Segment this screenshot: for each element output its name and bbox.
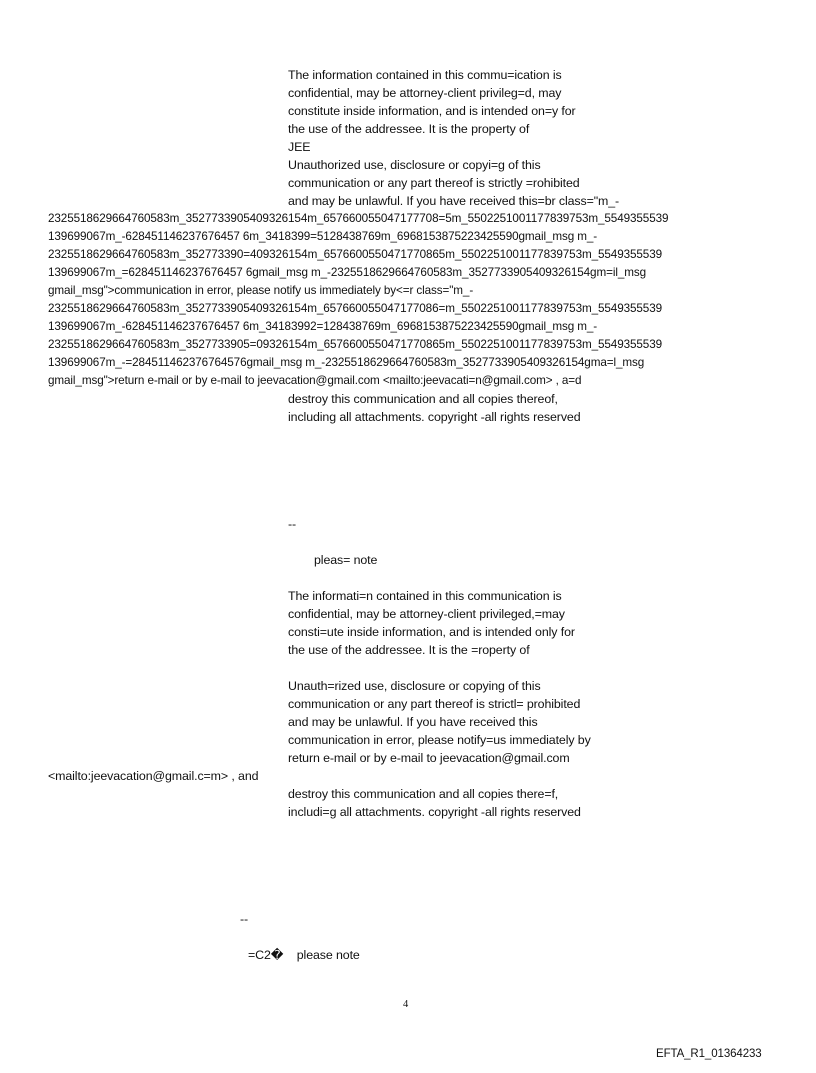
text-line: Unauthorized use, disclosure or copyi=g of this [288, 158, 541, 172]
text-line: 2325518629664760583m_3527733905409326154m_657660055047177708=5m_5502251001177839753m_5549355539 [48, 212, 669, 225]
text-line: destroy this communication and all copies there=f, [288, 787, 559, 801]
text-line: 2325518629664760583m_352773390=409326154m_6576600550471770865m_5502251001177839753m_5549355539 [48, 248, 663, 261]
text-line: including all attachments. copyright -all rights reserved [288, 410, 581, 424]
document-id: EFTA_R1_01364233 [656, 1048, 762, 1060]
text-line: Unauth=rized use, disclosure or copying of this [288, 679, 541, 693]
note-line: pleas= note [314, 553, 378, 567]
text-line: return e-mail or by e-mail to jeevacation@gmail.com [288, 751, 570, 765]
text-line: destroy this communication and all copies thereof, [288, 392, 558, 406]
page-number: 4 [403, 999, 409, 1010]
text-line: communication or any part thereof is strictl= prohibited [288, 697, 581, 711]
text-line: confidential, may be attorney-client privileged,=may [288, 607, 565, 621]
text-line: 2325518629664760583m_3527733905409326154m_657660055047177086=m_5502251001177839753m_5549355539 [48, 302, 663, 315]
text-line: includi=g all attachments. copyright -all rights reserved [288, 805, 581, 819]
text-line: communication or any part thereof is strictly =rohibited [288, 176, 580, 190]
text-line: The informati=n contained in this communication is [288, 589, 562, 603]
text-line: 2325518629664760583m_3527733905=09326154m_6576600550471770865m_5502251001177839753m_5549355539 [48, 338, 663, 351]
separator: -- [288, 517, 297, 531]
separator: -- [240, 912, 249, 926]
text-line: consti=ute inside information, and is intended only for [288, 625, 575, 639]
text-line: communication in error, please notify=us immediately by [288, 733, 591, 747]
text-line: confidential, may be attorney-client privileg=d, may [288, 86, 562, 100]
text-line: the use of the addressee. It is the property of [288, 122, 530, 136]
text-line: and may be unlawful. If you have received this [288, 715, 538, 729]
note-line: =C2� please note [248, 948, 360, 962]
text-line: constitute inside information, and is intended on=y for [288, 104, 576, 118]
text-line: 139699067m_-=284511462376764576gmail_msg m_-2325518629664760583m_3527733905409326154gma=l_msg [48, 356, 645, 369]
text-line: 139699067m_-628451146237676457 6m_34183992=128438769m_6968153875223425590gmail_msg m_- [48, 320, 598, 333]
mailto-line: <mailto:jeevacation@gmail.c=m> , and [48, 769, 259, 783]
text-line: gmail_msg">communication in error, please notify us immediately by<=r class="m_- [48, 284, 474, 297]
text-line: the use of the addressee. It is the =roperty of [288, 643, 530, 657]
text-line: 139699067m_=628451146237676457 6gmail_msg m_-2325518629664760583m_3527733905409326154gm=il_msg [48, 266, 646, 279]
text-line: 139699067m_-628451146237676457 6m_3418399=5128438769m_6968153875223425590gmail_msg m_- [48, 230, 598, 243]
text-line: gmail_msg">return e-mail or by e-mail to jeevacation@gmail.com <mailto:jeevacati=n@gmail.com> , a=d [48, 374, 582, 387]
text-line: The information contained in this commu=ication is [288, 68, 562, 82]
text-line: and may be unlawful. If you have received this=br class="m_- [288, 194, 620, 208]
text-line: JEE [288, 140, 311, 154]
